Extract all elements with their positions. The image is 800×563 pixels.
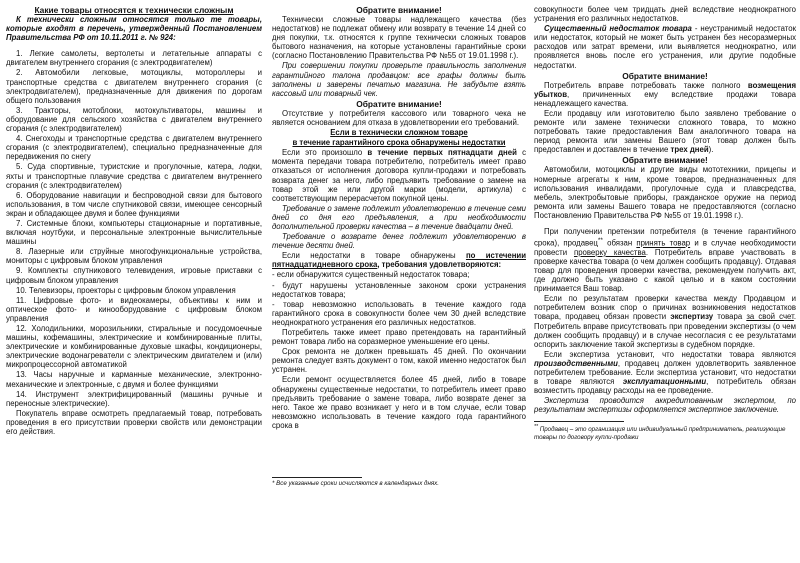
no-return-paragraph: Технически сложные товары надлежащего качества (без недостатков) не подлежат обмену или возврату в течение 14 дней со дня покупки, т.к. относятся к группе технически сложных товаров бытового назначения, на которые установлены гарантийные сроки (согласно Постановлению Правительства РФ №55 от 19.01.1998 г.). (272, 15, 526, 61)
accredited-expert-note: Экспертиза проводится аккредитованным экспертом, по результатам экспертизы оформляется экспертное заключение. (534, 396, 796, 415)
expertise-emphasis: экспертизу (670, 312, 714, 322)
after-15-days-emphasis: по истечении пятнадцатидневного срока (272, 251, 526, 270)
footnote-seller: ** Продавец – это организация или индивидуальный предприниматель, реализующие товары по договору купли-продажи (534, 424, 786, 441)
fault-type-paragraph: Если экспертиза установит, что недостатки товара являются производственными, продавец должен удовлетворить заявленное потребителем требование. Если экспертиза установит, что недостатки в товаре являются эксплуатационными, потребитель обязан возместить продавцу расходы на ее проведение. (534, 349, 796, 396)
after-15-days-paragraph: Если недостатки в товаре обнаружены по истечении пятнадцатидневного срока, требования удовлетворяются: (272, 251, 526, 270)
complex-goods-item: 14. Инструмент электрифицированный (машины ручные и переносные электрические). (6, 389, 262, 408)
defects-heading-line2: в течение гарантийного срока обнаружены недостатки (292, 138, 506, 148)
continuation-paragraph: совокупности более чем тридцать дней вследствие неоднократного устранения его различных недостатков. (534, 5, 796, 24)
footnote-rule (534, 421, 624, 422)
expertise-paragraph: Если по результатам проверки качества между Продавцом и потребителем возник спор о причинах возникновения недостатков товара, продавец обязан провести экспертизу товара за свой счет. Потребитель вправе присутствовать при проведении экспертизы (о чем должен сообщить продавцу) и в случае несогласия с ее результатами оспорить заключение такой экспертизы в судебном порядке. (534, 294, 796, 349)
complex-goods-item: 10. Телевизоры, проекторы с цифровым блоком управления (16, 285, 236, 295)
attention-title: Обратите внимание! (356, 5, 442, 15)
refund-term-note: Требование о возврате денег подлежит удовлетворению в течение десяти дней. (272, 232, 526, 251)
long-repair-paragraph: Если ремонт осуществляется более 45 дней, либо в товаре обнаружены существенные недостатки, то потребитель имеет право предъявить требование о замене товара, либо возврате денег за него. Такое же право возникает у него и в том случае, если товар невозможно использовать в течение каждого года гарантийного срока в (272, 375, 526, 430)
complex-goods-item: 2. Автомобили легковые, мотоциклы, мотороллеры и транспортные средства с двигателем внутреннего сгорания (с электродвигателем), предназначенные для движения по дорогам общего пользования (6, 68, 262, 105)
column-3 (534, 5, 796, 558)
complex-goods-item: 9. Комплекты спутникового телевидения, игровые приставки с цифровым блоком управления (6, 266, 262, 285)
damages-emphasis: возмещения убытков (534, 80, 796, 99)
defects-heading-line1: Если в технически сложном товаре (330, 128, 468, 138)
complex-goods-item: 11. Цифровые фото- и видеокамеры, объективы к ним и оптическое фото- и кинооборудование с цифровым блоком управления (6, 295, 262, 323)
condition-item: - товар невозможно использовать в течение каждого года гарантийного срока в совокупности более чем 30 дней вследствие неоднократного устранения его различных недостатков. (272, 299, 526, 327)
attention-title: Обратите внимание! (356, 98, 442, 109)
three-days-emphasis: трех дней (670, 145, 709, 155)
first-15-days-paragraph: Если это произошло в течение первых пятнадцати дней с момента передачи товара потребителю, потребитель имеет право отказаться от исполнения договора купли-продажи и потребовать возврата денег за него, либо предъявить требование о замене на товар этой же или другой марки (модели, артикула) с соответствующим перерасчетом покупной цены. (272, 148, 526, 203)
complex-goods-item: 1. Легкие самолеты, вертолеты и летательные аппараты с двигателем внутреннего сгорания (с электродвигателем) (6, 49, 262, 68)
complex-goods-item: 6. Оборудование навигации и беспроводной связи для бытового использования, в том числе спутниковой связи, имеющее сенсорный экран и обладающее двумя и более функциями (6, 190, 262, 218)
claim-paragraph: При получении претензии потребителя (в течение гарантийного срока), продавец** обязан принять товар и в случае необходимости провести проверку качества. Потребитель вправе участвовать в проверке качества товара (о чем должен сообщить продавцу). Отдавая товар для проведения проверки качества, рекомендуем получить акт, где должно быть указано с какой целью и в каком состоянии принимается Ваш товар. (534, 226, 796, 294)
check-warranty-note: При совершении покупки проверьте правильность заполнения гарантийного талона продавцом: все графы должны быть заполнены и заверены печатью магазина. Не забудьте взять кассовый или товарный чек. (272, 61, 526, 98)
complex-goods-item: 12. Холодильники, морозильники, стиральные и посудомоечные машины, кофемашины, электрические и комбинированные плиты, электрические и комбинированные духовые шкафы, кондиционеры, электрические водонагреватели с электрическим двигателем и (или) микропроцессорной автоматикой (6, 324, 262, 370)
attention-title: Обратите внимание! (622, 70, 708, 81)
no-receipt-paragraph: Отсутствие у потребителя кассового или товарного чека не является основанием для отказа в удовлетворении его требований. (272, 108, 526, 127)
complex-goods-item: 7. Системные блоки, компьютеры стационарные и портативные, включая ноутбуки, и персональные электронные вычислительные машины (6, 218, 262, 247)
significant-defect-term: Существенный недостаток товара (544, 24, 692, 34)
complex-goods-item: 8. Лазерные или струйные многофункциональные устройства, мониторы с цифровым блоком управления (6, 247, 262, 266)
first-15-days-emphasis: в течение первых пятнадцати дней (367, 148, 517, 158)
damages-paragraph: Потребитель вправе потребовать также полного возмещения убытков, причиненных ему вследствие продажи товара ненадлежащего качества. (534, 80, 796, 108)
complex-goods-item: 3. Тракторы, мотоблоки, мотокультиваторы, машины и оборудование для сельского хозяйства с двигателем внутреннего сгорания (с электродвигателем) (6, 105, 262, 134)
condition-item: - будут нарушены установленные законом сроки устранения недостатков товара; (272, 280, 526, 299)
loaner-paragraph: Если продавцу или изготовителю было заявлено требование о ремонте или замене технически сложного товара, то можно потребовать такие предоставления Вам аналогичного товара на период ремонта или замены Вашего (этот товар должен быть предоставлен и доставлен в течение трех дней). (534, 108, 796, 155)
significant-defect-paragraph: Существенный недостаток товара - неустранимый недостаток или недостаток, который не может быть устранен без несоразмерных расходов или затрат времени, или выявляется неоднократно, или проявляется вновь после его устранения, или другие подобные недостатки. (534, 24, 796, 70)
footnote-rule (272, 477, 362, 478)
complex-goods-item: 4. Снегоходы и транспортные средства с двигателем внутреннего сгорания (с электродвигателем), специально предназначенные для передвижения по снегу (6, 134, 262, 162)
condition-item: - если обнаружится существенный недостаток товара; (272, 270, 470, 280)
heading-complex-goods: Какие товары относятся к технически сложным (34, 5, 234, 15)
attention-title: Обратите внимание! (622, 155, 708, 166)
buyer-inspect-paragraph: Покупатель вправе осмотреть предлагаемый товар, потребовать проведения в его присутствии проверки свойств или демонстрации его действия. (6, 408, 262, 437)
complex-goods-intro: К технически сложным относятся только те товары, которые входят в перечень, утвержденный Постановлением Правительства РФ от 10.11.2011 г. № 924: (6, 15, 262, 43)
complex-goods-list (6, 49, 262, 408)
column-1 (6, 5, 262, 558)
replacement-term-note: Требование о замене подлежит удовлетворению в течение семи дней со дня его предъявления, а при необходимости дополнительной проверки качества – в течение двадцати дней. (272, 203, 526, 231)
column-2 (272, 5, 526, 558)
repair-term-paragraph: Срок ремонта не должен превышать 45 дней. По окончании ремонта следует взять документ о том, какой именно недостаток был устранен. (272, 347, 526, 375)
exclusions-paragraph: Автомобили, мотоциклы и другие виды мототехники, прицепы и номерные агрегаты к ним, кроме товаров, предназначенных для использования инвалидами, прогулочные суда и плавсредства, мебель, электробытовые приборы, гражданское оружие на период ремонта или замены Вашего товара не предоставляются (согласно Постановлению Правительства РФ №55 от 19.01.1998 г.). (534, 165, 796, 220)
footnote-calendar-days: * Все указанные сроки исчисляются в календарных днях. (272, 480, 439, 488)
complex-goods-item: 5. Суда спортивные, туристские и прогулочные, катера, лодки, яхты и транспортные плавучие средства с двигателем внутреннего сгорания (с электродвигателем) (6, 162, 262, 190)
complex-goods-item: 13. Часы наручные и карманные механические, электронно-механические и электронные, с двумя и более функциями (6, 370, 262, 389)
price-reduction-paragraph: Потребитель также имеет право претендовать на гарантийный ремонт товара либо на соразмерное уменьшение его цены. (272, 328, 526, 347)
footnote-marker: ** (597, 237, 603, 245)
